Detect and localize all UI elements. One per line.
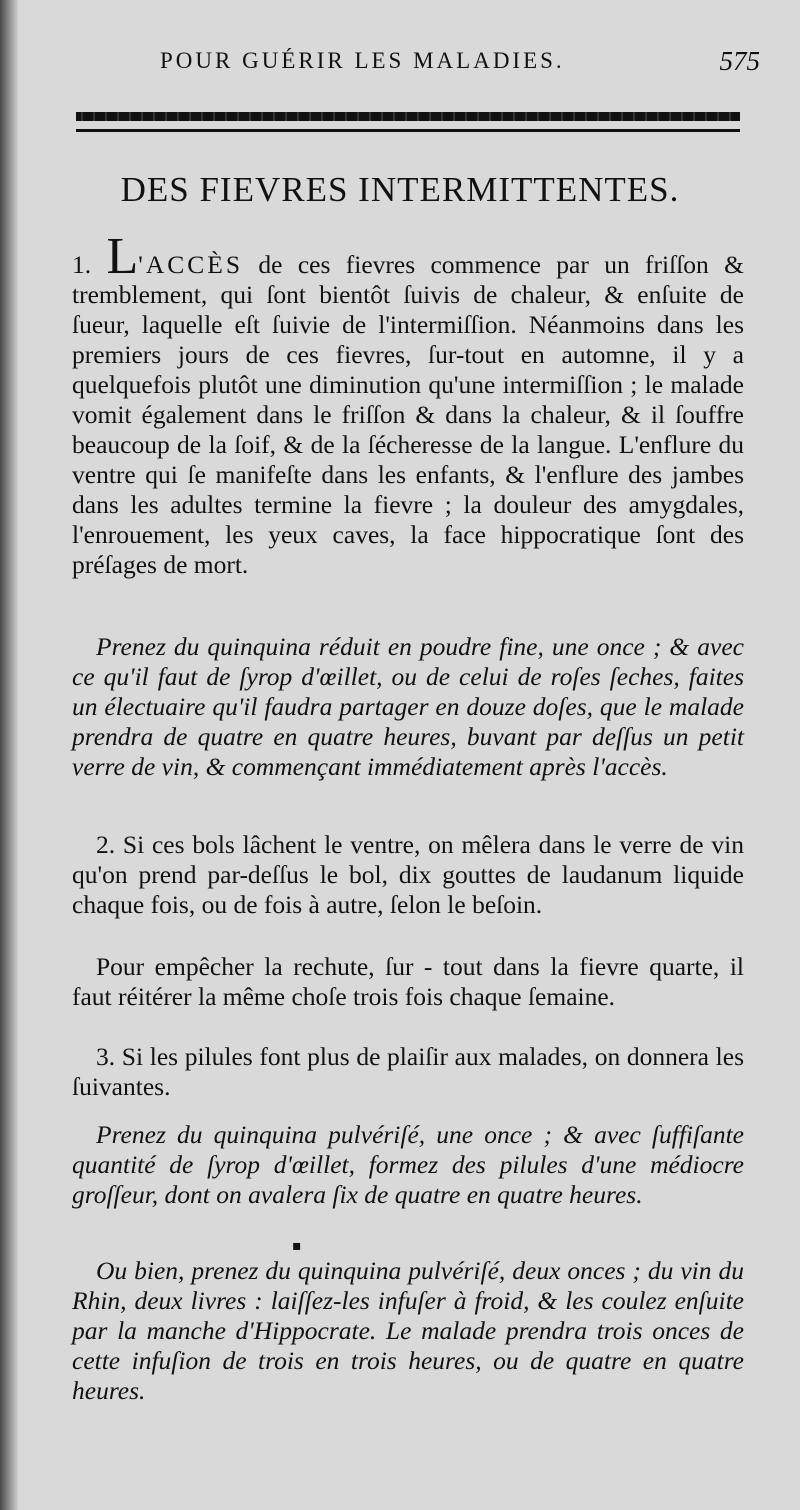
recipe-1-text: Prenez du quinquina réduit en poudre fine, une once ; & avec ce qu'il faut de ſyrop d'œillet, ou de celui de roſes ſeches, faites un électuaire qu'il faudra partager en douze doſes, que le malade prendra de quatre en quatre heures, buvant par deſſus un petit verre de vin, & commençant immédiatement après l'accès.: [72, 632, 744, 781]
opening-smallcaps: 'ACCÈS: [138, 250, 244, 279]
ornamental-rule: [76, 112, 740, 121]
page-number: 575: [719, 46, 760, 76]
recipe-1: [72, 632, 744, 782]
printer-mark: ▪: [292, 1238, 302, 1254]
section-2b-text: Pour empêcher la rechute, ſur - tout dans la fievre quarte, il faut réitérer la même choſe trois fois chaque ſemaine.: [72, 952, 744, 1011]
drop-cap: L: [106, 228, 139, 285]
section-2-continued: [72, 952, 744, 1012]
page-gutter-shadow: [0, 0, 18, 1510]
section-2: [72, 830, 744, 920]
recipe-3-text: Ou bien, prenez du quinquina pulvériſé, deux onces ; du vin du Rhin, deux livres : laiſſez-les infuſer à froid, & les coulez enſuite par la manche d'Hippocrate. Le malade prendra trois onces de cette infuſion de trois en trois heures, ou de quatre en quatre heures.: [72, 1256, 744, 1405]
recipe-3: [72, 1256, 744, 1406]
section-number: 1.: [72, 250, 92, 279]
section-3-text: 3. Si les pilules font plus de plaiſir aux malades, on donnera les ſuivantes.: [72, 1042, 744, 1101]
chapter-title: DES FIEVRES INTERMITTENTES.: [120, 170, 680, 209]
running-head: POUR GUÉRIR LES MALADIES.: [160, 48, 565, 73]
section-1: [72, 228, 744, 580]
page-header: [160, 46, 760, 82]
recipe-2-text: Prenez du quinquina pulvériſé, une once ; & avec ſuffiſante quantité de ſyrop d'œillet, formez des pilules d'une médiocre groſſeur, dont on avalera ſix de quatre en quatre heures.: [72, 1120, 744, 1209]
rule-line: [76, 129, 740, 132]
section-2-text: 2. Si ces bols lâchent le ventre, on mêlera dans le verre de vin qu'on prend par-deſſus le bol, dix gouttes de laudanum liquide chaque fois, ou de fois à autre, ſelon le beſoin.: [72, 830, 744, 919]
section-3: [72, 1042, 744, 1102]
recipe-2: [72, 1120, 744, 1210]
section-1-text: de ces fievres commence par un friſſon & tremblement, qui ſont bientôt ſuivis de chaleur, & enſuite de ſueur, laquelle eſt ſuivie de l'intermiſſion. Néanmoins dans les premiers jours de ces fievres, ſur-tout en automne, il y a quelquefois plutôt une diminution qu'une intermiſſion ; le malade vomit également dans le friſſon & dans la chaleur, & il ſouffre beaucoup de la ſoif, & de la ſécheresse de la langue. L'enflure du ventre qui ſe manifeſte dans les enfants, & l'enflure des jambes dans les adultes termine la fievre ; la douleur des amygdales, l'enrouement, les yeux caves, la face hippocratique ſont des préſages de mort.: [72, 250, 744, 579]
